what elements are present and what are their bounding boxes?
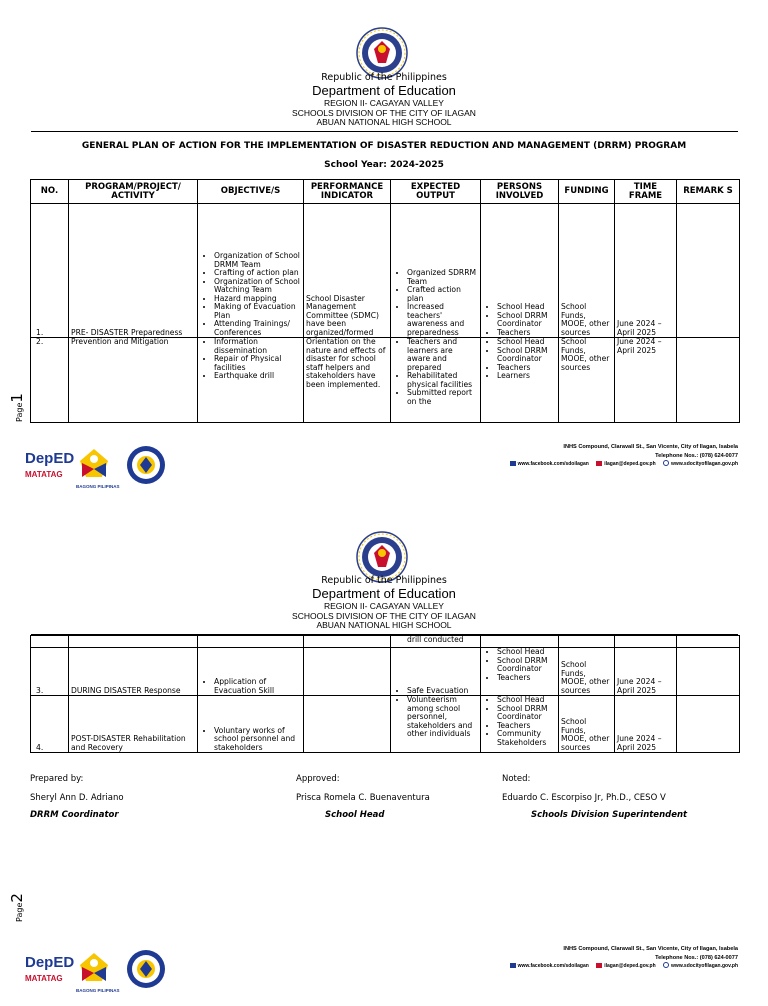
- output-cell: [391, 204, 481, 338]
- bagong-pilipinas-logo-icon: [80, 449, 108, 477]
- facebook-icon: [510, 963, 516, 968]
- footer-telephone: Telephone Nos.: (078) 624-0077: [655, 954, 738, 961]
- indicator-cell: Orientation on the nature and effects of disaster for school staff helpers and stakeholders have been implemented.: [304, 338, 391, 423]
- list-item: • Teachers: [497, 674, 556, 683]
- time-frame-cell: June 2024 – April 2025: [615, 338, 677, 423]
- col-header: NO.: [31, 180, 69, 204]
- approved-role: School Head: [325, 810, 385, 820]
- row-number: 4.: [31, 696, 69, 753]
- col-header: PERSONS INVOLVED: [481, 180, 559, 204]
- list-item: • Hazard mapping: [214, 295, 301, 304]
- list-item: • Crafting of action plan: [214, 269, 301, 278]
- list-item: • School DRRM Coordinator: [497, 705, 556, 722]
- bagong-pilipinas-text: BAGONG PILIPINAS: [76, 988, 120, 993]
- list-item: • Teachers and learners are aware and prepared: [407, 338, 478, 372]
- indicator-cell: School Disaster Management Committee (SDMC) have been organized/formed: [304, 204, 391, 338]
- table-header-row: [31, 180, 740, 204]
- time-frame-cell: June 2024 – April 2025: [615, 696, 677, 753]
- col-header: OBJECTIVE/S: [198, 180, 304, 204]
- page-number-label: [8, 893, 26, 922]
- page-word: Page: [15, 902, 24, 922]
- persons-cell: [481, 338, 559, 423]
- footer-address: INHS Compound, Claravall St., San Vicente, City of Ilagan, Isabela: [563, 946, 738, 952]
- globe-icon: [663, 460, 669, 466]
- page-number: 1: [8, 393, 26, 403]
- persons-cell: [481, 696, 559, 753]
- list-item: • Rehabilitated physical facilities: [407, 372, 478, 389]
- table-row: [31, 636, 740, 648]
- matatag-logo-text: MATATAG: [25, 974, 63, 983]
- row-number: 2.: [31, 338, 69, 423]
- remarks-cell: [677, 338, 740, 423]
- email-icon: [596, 963, 602, 968]
- footer-contact: [504, 443, 738, 468]
- list-item: • School Head: [497, 338, 556, 347]
- program-cell: POST-DISASTER Rehabilitation and Recovery: [69, 696, 198, 753]
- page-number: 2: [8, 893, 26, 903]
- republic-line: Republic of the Philippines: [321, 72, 447, 83]
- footer-telephone: Telephone Nos.: (078) 624-0077: [655, 452, 738, 459]
- indicator-cell: [304, 696, 391, 753]
- remarks-cell: [677, 648, 740, 696]
- list-item: • School DRRM Coordinator: [497, 657, 556, 674]
- list-item: • Teachers: [497, 364, 556, 373]
- funding-cell: School Funds, MOOE, other sources: [559, 696, 615, 753]
- table-row: [31, 204, 740, 338]
- time-frame-cell: June 2024 – April 2025: [615, 204, 677, 338]
- list-item: • Organization of School DRMM Team: [214, 252, 301, 269]
- col-header: REMARK S: [677, 180, 740, 204]
- prepared-name: Sheryl Ann D. Adriano: [30, 793, 124, 803]
- footer-contact: [504, 945, 738, 970]
- list-item: • Organization of School Watching Team: [214, 278, 301, 295]
- funding-cell: School Funds, MOOE, other sources: [559, 338, 615, 423]
- output-cell: [391, 338, 481, 423]
- list-item: • Increased teachers' awareness and preparedness: [407, 303, 478, 337]
- list-item: • Voluntary works of school personnel and stakeholders: [214, 727, 301, 753]
- email-link[interactable]: ilagan@deped.gov.ph: [596, 963, 655, 969]
- program-cell: Prevention and Mitigation: [69, 338, 198, 423]
- list-item: • Submitted report on the: [407, 389, 478, 406]
- list-item: • Crafted action plan: [407, 286, 478, 303]
- sdo-ilagan-seal-icon: [127, 950, 165, 988]
- division-line: SCHOOLS DIVISION OF THE CITY OF ILAGAN: [292, 107, 476, 118]
- persons-cell: [481, 648, 559, 696]
- deped-logo-text: DepED: [25, 450, 75, 467]
- col-header: EXPECTED OUTPUT: [391, 180, 481, 204]
- objectives-cell: [198, 696, 304, 753]
- col-header: PROGRAM/PROJECT/ ACTIVITY: [69, 180, 198, 204]
- row-number: 1.: [31, 204, 69, 338]
- list-item: • Learners: [497, 372, 556, 381]
- persons-cell: [481, 204, 559, 338]
- footer-links: [504, 962, 738, 970]
- deped-matatag-logo-icon: [24, 443, 174, 491]
- objectives-cell: [198, 648, 304, 696]
- list-item: • Organized SDRRM Team: [407, 269, 478, 286]
- footer-links: [504, 460, 738, 468]
- indicator-cell: [304, 648, 391, 696]
- letterhead: [0, 73, 768, 128]
- facebook-link[interactable]: www.facebook.com/sdoilagan: [510, 963, 589, 969]
- page-number-label: [8, 393, 26, 422]
- list-item: • Attending Trainings/ Conferences: [214, 320, 301, 337]
- division-line: SCHOOLS DIVISION OF THE CITY OF ILAGAN: [292, 610, 476, 621]
- bagong-pilipinas-text: BAGONG PILIPINAS: [76, 484, 120, 489]
- col-header: TIME FRAME: [615, 180, 677, 204]
- deped-matatag-logo-icon: [24, 947, 174, 995]
- list-item: • School Head: [497, 648, 556, 657]
- remarks-cell: [677, 204, 740, 338]
- bagong-pilipinas-logo-icon: [80, 953, 108, 981]
- noted-label: Noted:: [502, 774, 531, 784]
- sdo-ilagan-seal-icon: [127, 446, 165, 484]
- department-name: Department of Education: [312, 82, 456, 98]
- website-link[interactable]: www.sdocityofilagan.gov.ph: [663, 461, 738, 467]
- list-item: • School Head: [497, 696, 556, 705]
- noted-name: Eduardo C. Escorpiso Jr, Ph.D., CESO V: [502, 793, 666, 803]
- region-line: REGION II- CAGAYAN VALLEY: [324, 600, 444, 611]
- program-cell: PRE- DISASTER Preparedness: [69, 204, 198, 338]
- col-header: FUNDING: [559, 180, 615, 204]
- prepared-role: DRRM Coordinator: [30, 810, 119, 820]
- row-number: 3.: [31, 648, 69, 696]
- funding-cell: School Funds, MOOE, other sources: [559, 648, 615, 696]
- email-link[interactable]: ilagan@deped.gov.ph: [596, 461, 655, 467]
- list-item: • School DRRM Coordinator: [497, 347, 556, 364]
- page-2: [0, 503, 768, 1006]
- department-name: Department of Education: [312, 585, 456, 601]
- list-item: • School Head: [497, 303, 556, 312]
- time-frame-cell: June 2024 – April 2025: [615, 648, 677, 696]
- school-year: School Year: 2024-2025: [324, 160, 444, 170]
- list-item: • Community Stakeholders: [497, 730, 556, 747]
- list-item: • Teachers: [497, 329, 556, 338]
- region-line: REGION II- CAGAYAN VALLEY: [324, 97, 444, 108]
- col-header: PERFORMANCE INDICATOR: [304, 180, 391, 204]
- output-continued-cell: drill conducted: [391, 636, 481, 648]
- list-item: • Repair of Physical facilities: [214, 355, 301, 372]
- list-item: • Volunteerism among school personnel, stakeholders and other individuals: [407, 696, 478, 739]
- facebook-icon: [510, 461, 516, 466]
- action-plan-table: [30, 179, 740, 423]
- table-row: [31, 696, 740, 753]
- remarks-cell: [677, 696, 740, 753]
- republic-line: Republic of the Philippines: [321, 575, 447, 586]
- footer-logos: [24, 947, 174, 995]
- program-cell: DURING DISASTER Response: [69, 648, 198, 696]
- noted-role: Schools Division Superintendent: [531, 810, 688, 820]
- header-divider: [31, 131, 738, 132]
- page-word: Page: [15, 402, 24, 422]
- deped-logo-text: DepED: [25, 954, 75, 971]
- matatag-logo-text: MATATAG: [25, 470, 63, 479]
- website-link[interactable]: www.sdocityofilagan.gov.ph: [663, 963, 738, 969]
- document-title: GENERAL PLAN OF ACTION FOR THE IMPLEMENTATION OF DISASTER REDUCTION AND MANAGEMENT (DRRM) PROGRAM: [81, 141, 687, 151]
- school-line: ABUAN NATIONAL HIGH SCHOOL: [316, 620, 452, 631]
- output-cell: [391, 696, 481, 753]
- list-item: • Teachers: [497, 722, 556, 731]
- funding-cell: School Funds, MOOE, other sources: [559, 204, 615, 338]
- approved-label: Approved:: [296, 774, 340, 784]
- action-plan-table-continued: [30, 635, 740, 753]
- objectives-cell: [198, 204, 304, 338]
- footer-logos: [24, 443, 174, 491]
- footer-address: INHS Compound, Claravall St., San Vicente, City of Ilagan, Isabela: [563, 444, 738, 450]
- school-line: ABUAN NATIONAL HIGH SCHOOL: [316, 117, 452, 128]
- facebook-link[interactable]: www.facebook.com/sdoilagan: [510, 461, 589, 467]
- list-item: • Earthquake drill: [214, 372, 301, 381]
- list-item: • Safe Evacuation: [407, 687, 478, 696]
- table-row: [31, 338, 740, 423]
- output-cell: [391, 648, 481, 696]
- list-item: • Information dissemination: [214, 338, 301, 355]
- list-item: • School DRRM Coordinator: [497, 312, 556, 329]
- email-icon: [596, 461, 602, 466]
- objectives-cell: [198, 338, 304, 423]
- list-item: • Application of Evacuation Skill: [214, 678, 301, 695]
- list-item: • Making of Evacuation Plan: [214, 303, 301, 320]
- table-row: [31, 648, 740, 696]
- globe-icon: [663, 962, 669, 968]
- letterhead: [0, 576, 768, 631]
- prepared-label: Prepared by:: [30, 774, 84, 784]
- approved-name: Prisca Romela C. Buenaventura: [296, 793, 430, 803]
